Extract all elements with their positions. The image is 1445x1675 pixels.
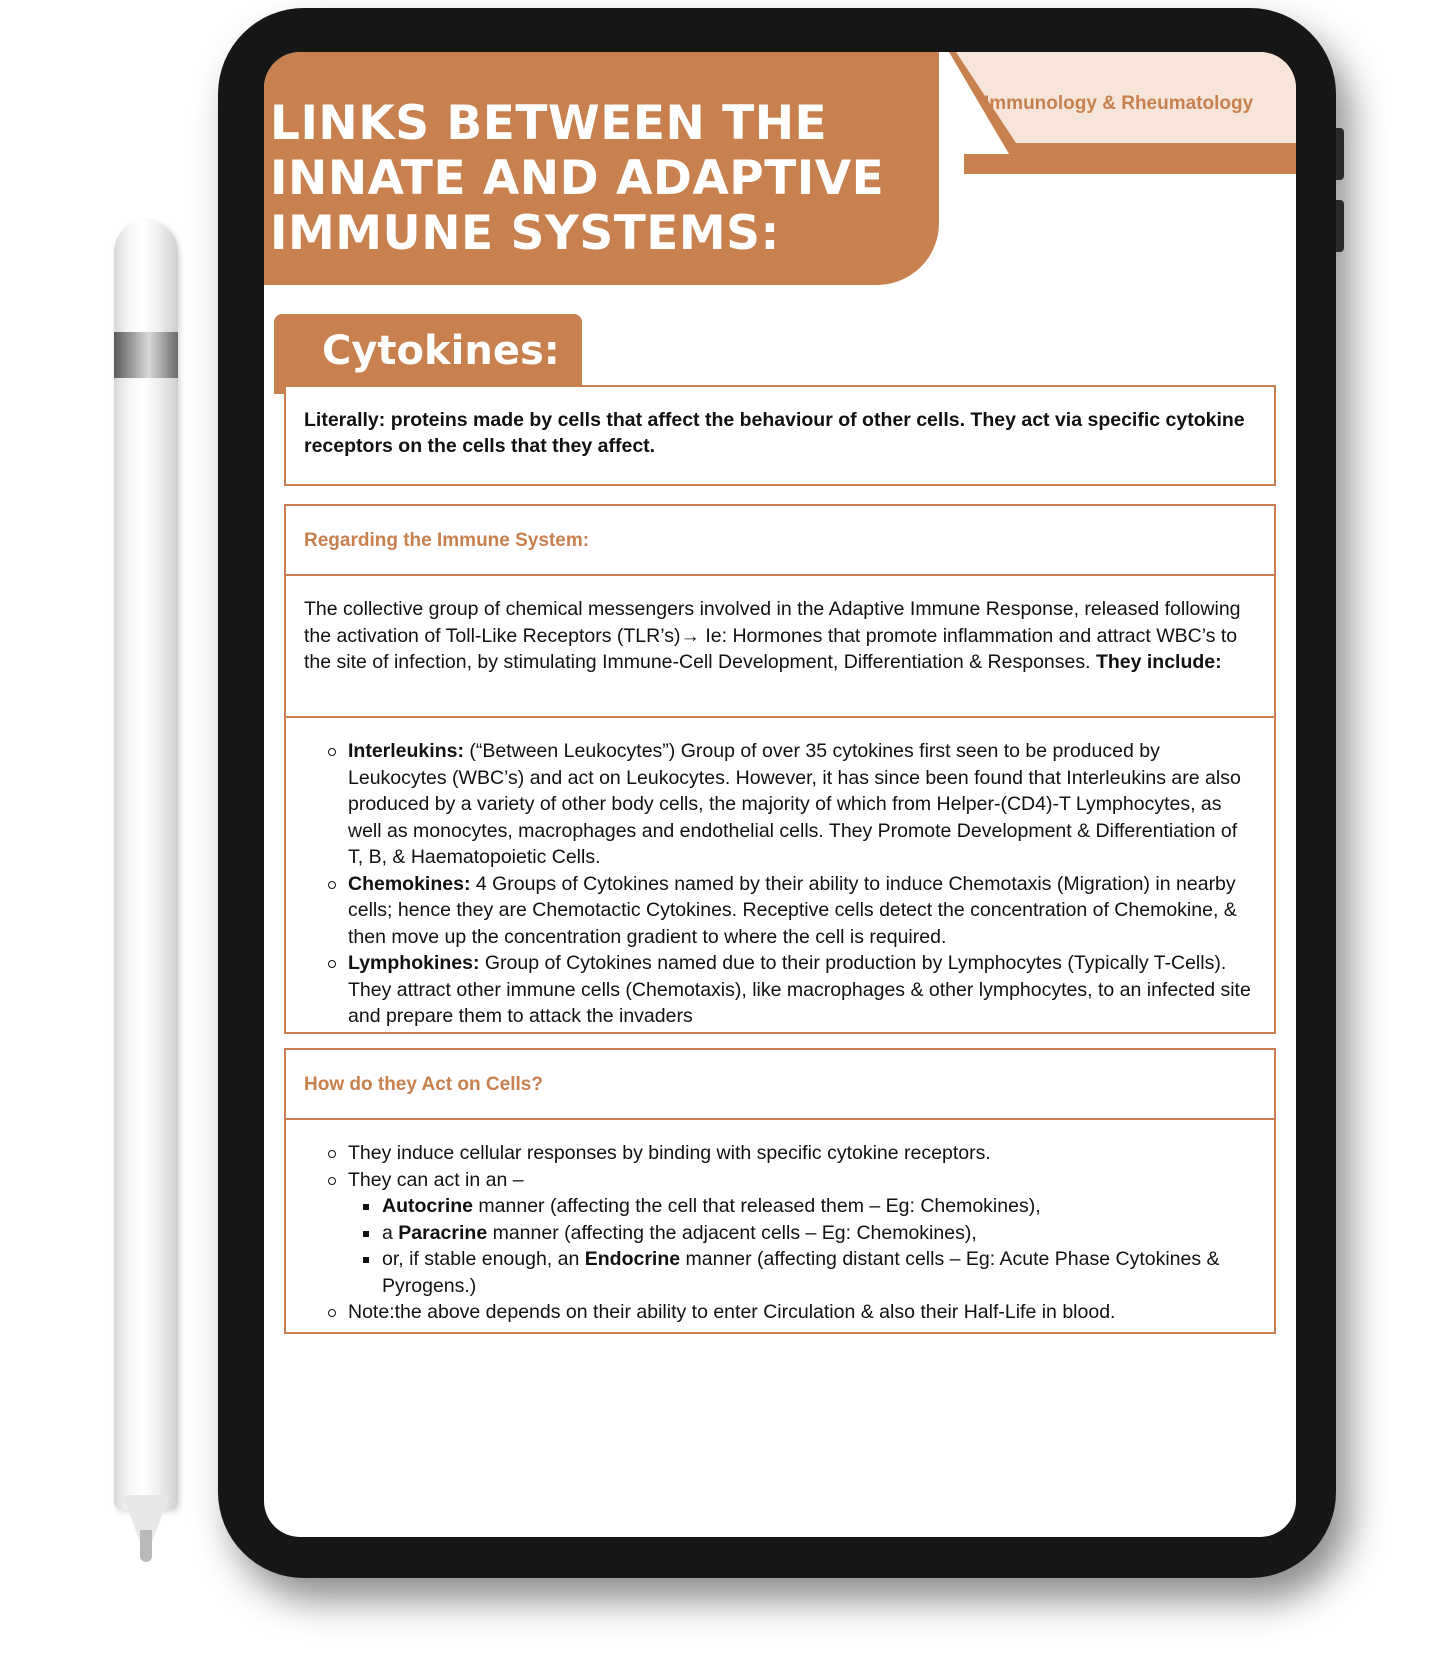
action-heading: How do they Act on Cells? bbox=[286, 1050, 1274, 1120]
action-list bbox=[286, 1140, 1254, 1326]
category-label: Immunology & Rheumatology bbox=[984, 93, 1254, 114]
pre-text: or, if stable enough, an bbox=[382, 1248, 585, 1270]
intro-bold: They include: bbox=[1095, 651, 1222, 673]
cytokine-types-list bbox=[286, 738, 1254, 1030]
title-block bbox=[264, 52, 939, 285]
pencil-band bbox=[114, 332, 178, 378]
desc-interleukins: (“Between Leukocytes”) Group of over 35 cytokines first seen to be produced by Leukocytes (WBC’s) and act on Leukocytes. However, it has since been found that Interleukins are also produced by a variety of other body cells, the majority of which from Helper-(CD4)-T Lymphocytes, as well as monocytes, macrophages and endothelial cells. They Promote Development & Differentiation of T, B, & Haematopoietic Cells. bbox=[348, 740, 1241, 868]
manner-list bbox=[348, 1193, 1254, 1299]
section-title: Cytokines: bbox=[322, 328, 560, 374]
pencil-body bbox=[114, 220, 178, 1510]
act-manner-lead: They can act in an – bbox=[348, 1168, 524, 1191]
immune-system-intro bbox=[286, 576, 1274, 718]
page-title bbox=[270, 96, 950, 261]
post-text: manner (affecting distant cells – Eg: Acute Phase Cytokines & Pyrogens.) bbox=[382, 1248, 1220, 1297]
title-line-3: IMMUNE SYSTEMS: bbox=[270, 206, 780, 261]
desc-lymphokines: Group of Cytokines named due to their production by Lymphocytes (Typically T-Cells). They attract other immune cells (Chemotaxis), like macrophages & other lymphocytes, to an infected site and prepare them to attack the invaders bbox=[348, 952, 1251, 1027]
tablet-volume-down-button bbox=[1336, 200, 1344, 252]
list-item bbox=[348, 871, 1254, 951]
intro-text: The collective group of chemical messengers involved in the Adaptive Immune Response, released following the activation of Toll-Like Receptors (TLR’s)→ Ie: Hormones that promote inflammation and attract WBC’s to the site of infection, by stimulating Immune-Cell Development, Differentiation & Responses. bbox=[304, 598, 1241, 673]
pencil-nib bbox=[140, 1530, 152, 1562]
term-paracrine: Paracrine bbox=[398, 1221, 488, 1244]
definition-box bbox=[284, 385, 1276, 486]
list-item bbox=[382, 1246, 1254, 1299]
post-text: manner (affecting the cell that released them – Eg: Chemokines), bbox=[473, 1195, 1041, 1217]
term-lymphokines: Lymphokines: bbox=[348, 952, 480, 974]
cytokine-types-list-wrap bbox=[286, 718, 1274, 1030]
term-endocrine: Endocrine bbox=[584, 1248, 681, 1270]
term-autocrine: Autocrine bbox=[382, 1195, 474, 1217]
term-chemokines: Chemokines: bbox=[348, 872, 471, 895]
stylus-pencil bbox=[114, 220, 178, 1505]
list-item: Note:the above depends on their ability to enter Circulation & also their Half-Life in blood. bbox=[348, 1299, 1254, 1326]
immune-system-box bbox=[284, 504, 1276, 1034]
cytokines-tab bbox=[274, 314, 582, 394]
tablet-screen bbox=[264, 52, 1296, 1537]
desc-chemokines: 4 Groups of Cytokines named by their ability to induce Chemotaxis (Migration) in nearby cells; hence they are Chemotactic Cytokines. Receptive cells detect the concentration of Chemokine, & then move up the concentration gradient to where the cell is required. bbox=[348, 872, 1237, 948]
action-list-wrap bbox=[286, 1120, 1274, 1326]
pre-text: a bbox=[382, 1221, 399, 1244]
title-line-1: LINKS BETWEEN THE bbox=[270, 96, 828, 151]
list-item: They induce cellular responses by binding with specific cytokine receptors. bbox=[348, 1140, 1254, 1167]
list-item bbox=[348, 950, 1254, 1030]
post-text: manner (affecting the adjacent cells – Eg: Chemokines), bbox=[487, 1221, 977, 1244]
accent-stripe bbox=[964, 154, 1296, 174]
list-item bbox=[382, 1193, 1254, 1220]
action-box bbox=[284, 1048, 1276, 1334]
title-line-2: INNATE AND ADAPTIVE bbox=[270, 151, 885, 206]
tablet-volume-up-button bbox=[1336, 128, 1344, 180]
term-interleukins: Interleukins: bbox=[348, 740, 464, 762]
list-item bbox=[382, 1220, 1254, 1247]
list-item bbox=[348, 1167, 1254, 1300]
immune-system-heading: Regarding the Immune System: bbox=[286, 506, 1274, 576]
list-item bbox=[348, 738, 1254, 871]
definition-text: Literally: proteins made by cells that affect the behaviour of other cells. They act via specific cytokine receptors on the cells that they affect. bbox=[304, 409, 1245, 457]
